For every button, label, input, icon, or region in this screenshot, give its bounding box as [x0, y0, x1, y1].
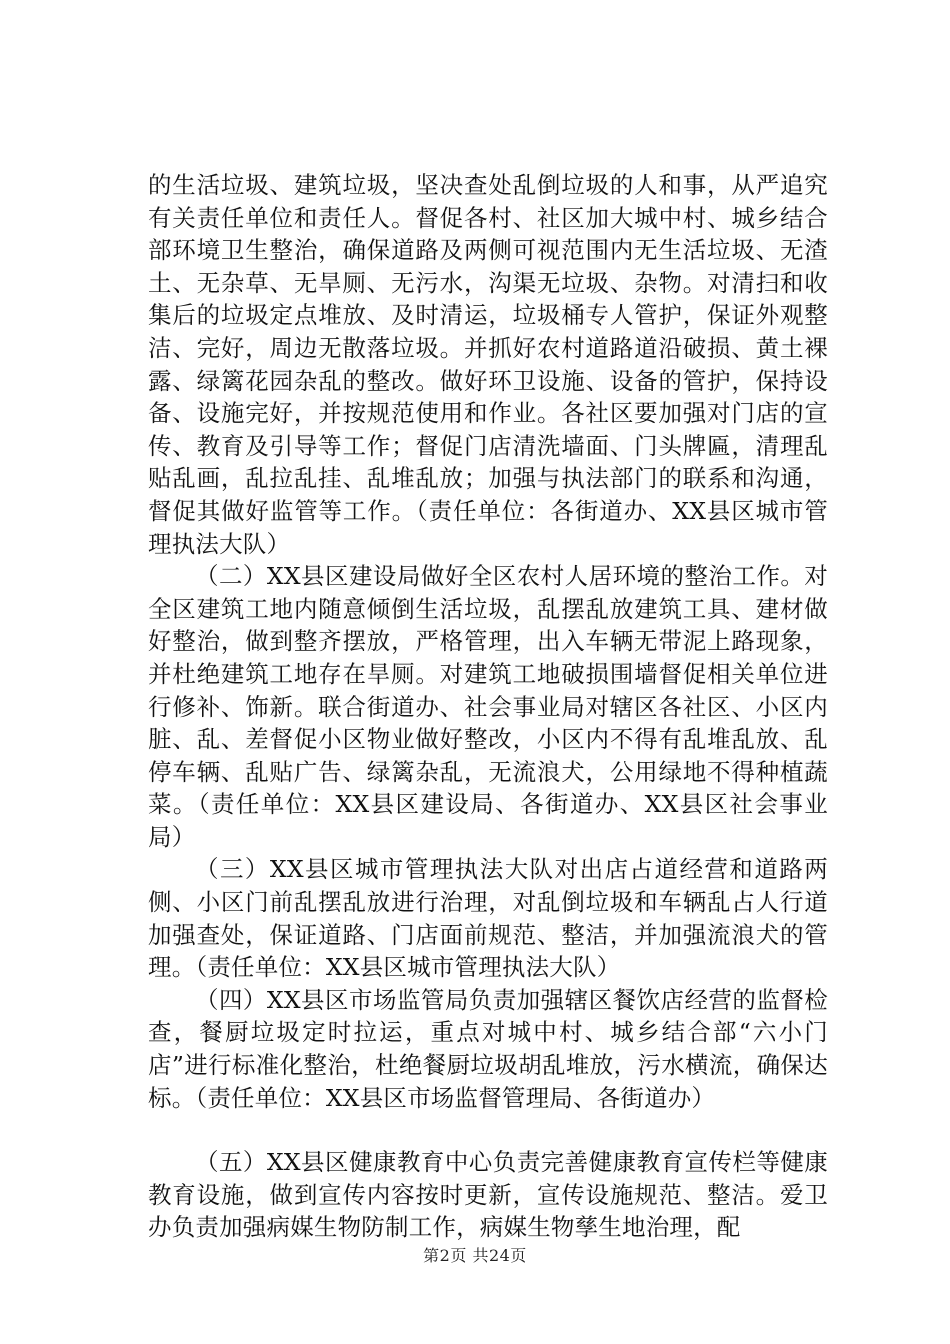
paragraph-2-construction-bureau: （二）XX县区建设局做好全区农村人居环境的整治工作。对全区建筑工地内随意倾倒生活垃圾，乱摆乱放建筑工具、建材做好整治，做到整齐摆放，严格管理，出入车辆无带泥上路现象，并杜绝建筑工地存在旱厕。对建筑工地破损围墙督促相关单位进行修补、饰新。联合街道办、社会事业局对辖区各社区、小区内脏、乱、差督促小区物业做好整改，小区内不得有乱堆乱放、乱停车辆、乱贴广告、绿篱杂乱，无流浪犬，公用绿地不得种植蔬菜。（责任单位：XX县区建设局、各街道办、XX县区社会事业局） [148, 562, 828, 851]
paragraph-3-enforcement-brigade: （三）XX县区城市管理执法大队对出店占道经营和道路两侧、小区门前乱摆乱放进行治理，对乱倒垃圾和车辆乱占人行道加强查处，保证道路、门店面前规范、整洁，并加强流浪犬的管理。（责任单位：XX县区城市管理执法大队） [148, 855, 828, 982]
paragraph-gap [148, 1114, 828, 1146]
paragraph-5-health-education: （五）XX县区健康教育中心负责完善健康教育宣传栏等健康教育设施，做到宣传内容按时更新，宣传设施规范、整洁。爱卫办负责加强病媒生物防制工作，病媒生物孳生地治理，配 [148, 1148, 828, 1242]
paragraph-4-market-supervision: （四）XX县区市场监管局负责加强辖区餐饮店经营的监督检查，餐厨垃圾定时拉运，重点对城中村、城乡结合部“六小门店”进行标准化整治，杜绝餐厨垃圾胡乱堆放，污水横流，确保达标。（责任单位：XX县区市场监督管理局、各街道办） [148, 985, 828, 1112]
page-footer: 第2页 共24页 [423, 1246, 527, 1265]
paragraph-1-continuation: 的生活垃圾、建筑垃圾，坚决查处乱倒垃圾的人和事，从严追究有关责任单位和责任人。督促各村、社区加大城中村、城乡结合部环境卫生整治，确保道路及两侧可视范围内无生活垃圾、无渣土、无杂草、无旱厕、无污水，沟渠无垃圾、杂物。对清扫和收集后的垃圾定点堆放、及时清运，垃圾桶专人管护，保证外观整洁、完好，周边无散落垃圾。并抓好农村道路道沿破损、黄土裸露、绿篱花园杂乱的整改。做好环卫设施、设备的管护，保持设备、设施完好，并按规范使用和作业。各社区要加强对门店的宣传、教育及引导等工作；督促门店清洗墙面、门头牌匾，清理乱贴乱画，乱拉乱挂、乱堆乱放；加强与执法部门的联系和沟通，督促其做好监管等工作。（责任单位：各街道办、XX县区城市管理执法大队） [148, 171, 828, 558]
document-body [148, 169, 828, 1244]
